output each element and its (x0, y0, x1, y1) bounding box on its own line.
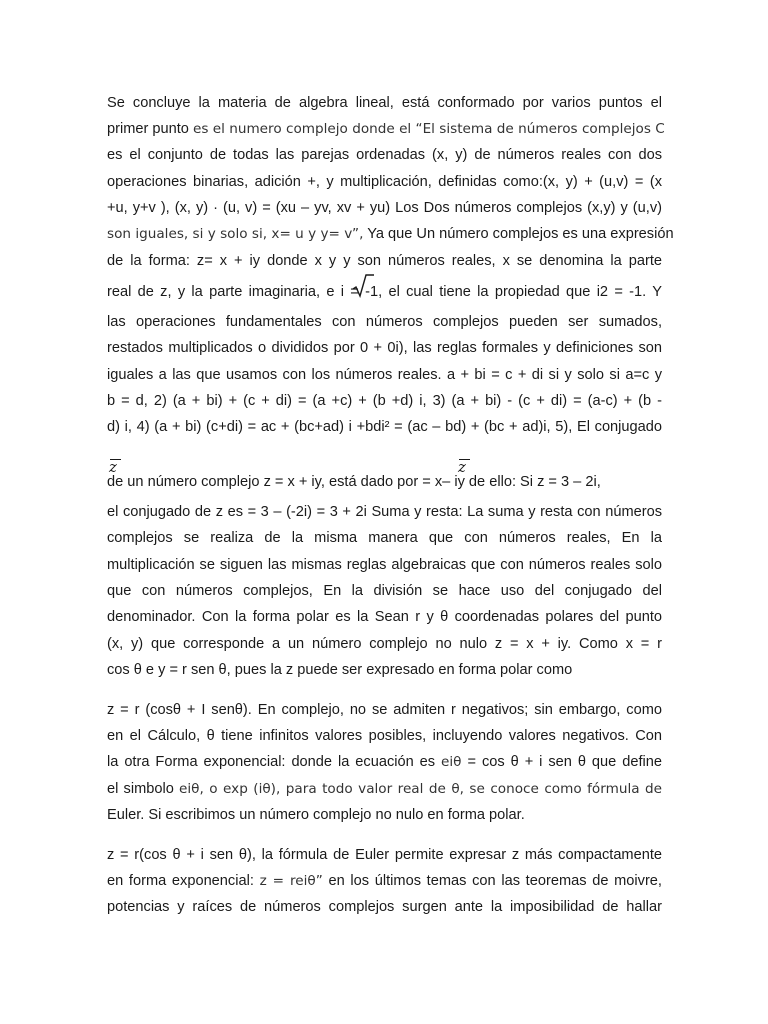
text-line (107, 726, 662, 746)
text-run: (x, y) que corresponde a un número complejo no nulo z = x + iy. Como x = r (107, 636, 662, 652)
text-run: z = r (cosθ + I senθ). En complejo, no se admiten r negativos; sin embargo, como (107, 702, 662, 718)
overline-mark (110, 458, 122, 462)
text-run: la otra Forma exponencial: donde la ecuación es (107, 754, 442, 770)
text-line (107, 845, 662, 865)
text-line (107, 251, 662, 271)
text-run: denominador. Con la forma polar es la Sean r y θ coordenadas polares del punto (107, 609, 662, 625)
text-run: en forma exponencial: (107, 873, 260, 889)
text-line (107, 779, 662, 799)
text-run: el conjugado de z es = 3 – (-2i) = 3 + 2i Suma y resta: La suma y resta con números (107, 504, 662, 520)
text-run: restados multiplicados o divididos por 0 + 0i), las reglas formales y definiciones son (107, 340, 662, 356)
alt-font-run: z = reiθ” (259, 873, 323, 889)
text-run: el simbolo (107, 781, 180, 797)
text-line (107, 555, 662, 575)
alt-font-run: eiθ, o exp (iθ), para todo valor real de θ, se conoce como fórmula de (179, 781, 662, 797)
text-line (107, 472, 662, 492)
text-run: cos θ e y = r sen θ, pues la z puede ser expresado en forma polar como (107, 662, 573, 678)
text-run: = cos θ + i sen θ que define (461, 754, 662, 770)
text-line (107, 119, 665, 139)
text-run: operaciones binarias, adición +, y multiplicación, definidas como:(x, y) + (u,v) = (x (107, 174, 662, 190)
text-line (107, 752, 662, 772)
text-line (107, 581, 662, 601)
text-line (107, 528, 662, 548)
text-line (107, 805, 662, 825)
text-line (107, 224, 674, 244)
text-line (107, 312, 662, 332)
text-run: las operaciones fundamentales con números complejos pueden ser sumados, (107, 314, 662, 330)
text-run: que con números complejos, En la división se hace uso del conjugado del (107, 583, 662, 599)
text-run: Se concluye la materia de algebra lineal, está conformado por varios puntos el (107, 95, 662, 111)
square-root-symbol (352, 274, 374, 298)
text-line (107, 391, 662, 411)
text-run: +u, y+v ), (x, y) · (u, v) = (xu – yv, xv + yu) Los Dos números complejos (x,y) y (u,v) (107, 200, 662, 216)
text-run: b = d, 2) (a + bi) + (c + di) = (a +c) + (b +d) i, 3) (a + bi) - (c + di) = (a-c) + (b - (107, 393, 662, 409)
text-run: de la forma: z= x + iy donde x y y son números reales, x se denomina la parte (107, 253, 662, 269)
z-letter: z (109, 458, 117, 476)
text-run: primer punto (107, 121, 193, 137)
text-run: en el Cálculo, θ tiene infinitos valores posibles, incluyendo valores negativos. Con (107, 728, 662, 744)
text-run: multiplicación se siguen las mismas reglas algebraicas que con números reales solo (107, 557, 662, 573)
text-run: Ya que Un número complejos es una expresión (363, 226, 674, 242)
z-conjugate-symbol-2 (458, 458, 466, 476)
alt-font-run: son iguales, si y solo si, x= u y y= v”, (107, 226, 364, 242)
text-run: z = r(cos θ + i sen θ), la fórmula de Euler permite expresar z más compactamente (107, 847, 662, 863)
text-run: potencias y raíces de números complejos surgen ante la imposibilidad de hallar (107, 899, 662, 915)
text-line (107, 145, 662, 165)
text-run: real de z, y la parte imaginaria, e i = -1, el cual tiene la propiedad que i2 = -1. Y (107, 284, 662, 300)
text-line (107, 172, 662, 192)
text-line (107, 607, 662, 627)
text-line (107, 282, 662, 302)
text-line (107, 365, 662, 385)
text-line (107, 700, 662, 720)
text-line (107, 417, 662, 437)
text-line (107, 871, 662, 891)
text-line (107, 897, 662, 917)
text-line (107, 502, 662, 522)
text-line (107, 93, 662, 113)
text-line (107, 198, 662, 218)
text-line (107, 634, 662, 654)
overline-mark (459, 458, 471, 462)
text-run: en los últimos temas con las teoremas de moivre, (322, 873, 662, 889)
text-run: complejos se realiza de la misma manera que con números reales, En la (107, 530, 662, 546)
text-run: es el conjunto de todas las parejas ordenadas (x, y) de números reales con dos (107, 147, 662, 163)
z-conjugate-symbol-1 (109, 458, 117, 476)
text-run: Euler. Si escribimos un número complejo no nulo en forma polar. (107, 807, 525, 823)
alt-font-run: eiθ (441, 754, 462, 770)
text-run: de un número complejo z = x + iy, está dado por = x– iy de ello: Si z = 3 – 2i, (107, 474, 601, 490)
text-line (107, 660, 662, 680)
text-run: d) i, 4) (a + bi) (c+di) = ac + (bc+ad) i +bdi² = (ac – bd) + (bc + ad)i, 5), El conjugado (107, 419, 662, 435)
text-run: iguales a las que usamos con los números reales. a + bi = c + di si y solo si a=c y (107, 367, 662, 383)
text-line (107, 338, 662, 358)
alt-font-run: es el numero complejo donde el “El sistema de números complejos C (192, 121, 665, 137)
z-letter: z (458, 458, 466, 476)
